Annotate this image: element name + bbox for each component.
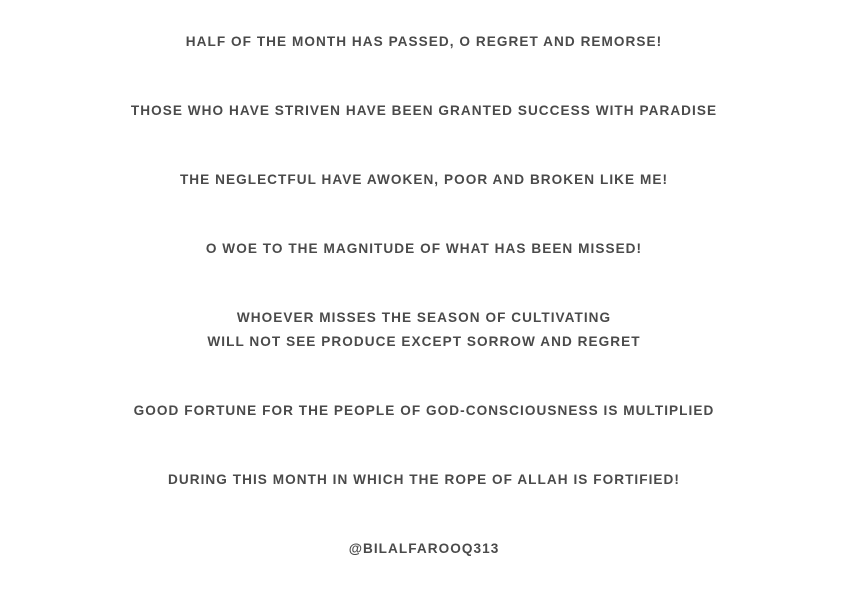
poem-line: O WOE TO THE MAGNITUDE OF WHAT HAS BEEN MISSED! [205,241,643,256]
author-handle: @BILALFAROOQ313 [348,541,500,556]
poem-line: GOOD FORTUNE FOR THE PEOPLE OF GOD-CONSCIOUSNESS IS MULTIPLIED [133,403,715,418]
poem-line: WHOEVER MISSES THE SEASON OF CULTIVATING [236,310,612,325]
poem-line: WILL NOT SEE PRODUCE EXCEPT SORROW AND REGRET [207,334,641,349]
poem-line: HALF OF THE MONTH HAS PASSED, O REGRET AND REMORSE! [185,34,663,49]
poem-line: THOSE WHO HAVE STRIVEN HAVE BEEN GRANTED SUCCESS WITH PARADISE [130,103,718,118]
poem-line: DURING THIS MONTH IN WHICH THE ROPE OF ALLAH IS FORTIFIED! [168,472,680,487]
poem-line: THE NEGLECTFUL HAVE AWOKEN, POOR AND BROKEN LIKE ME! [179,172,669,187]
